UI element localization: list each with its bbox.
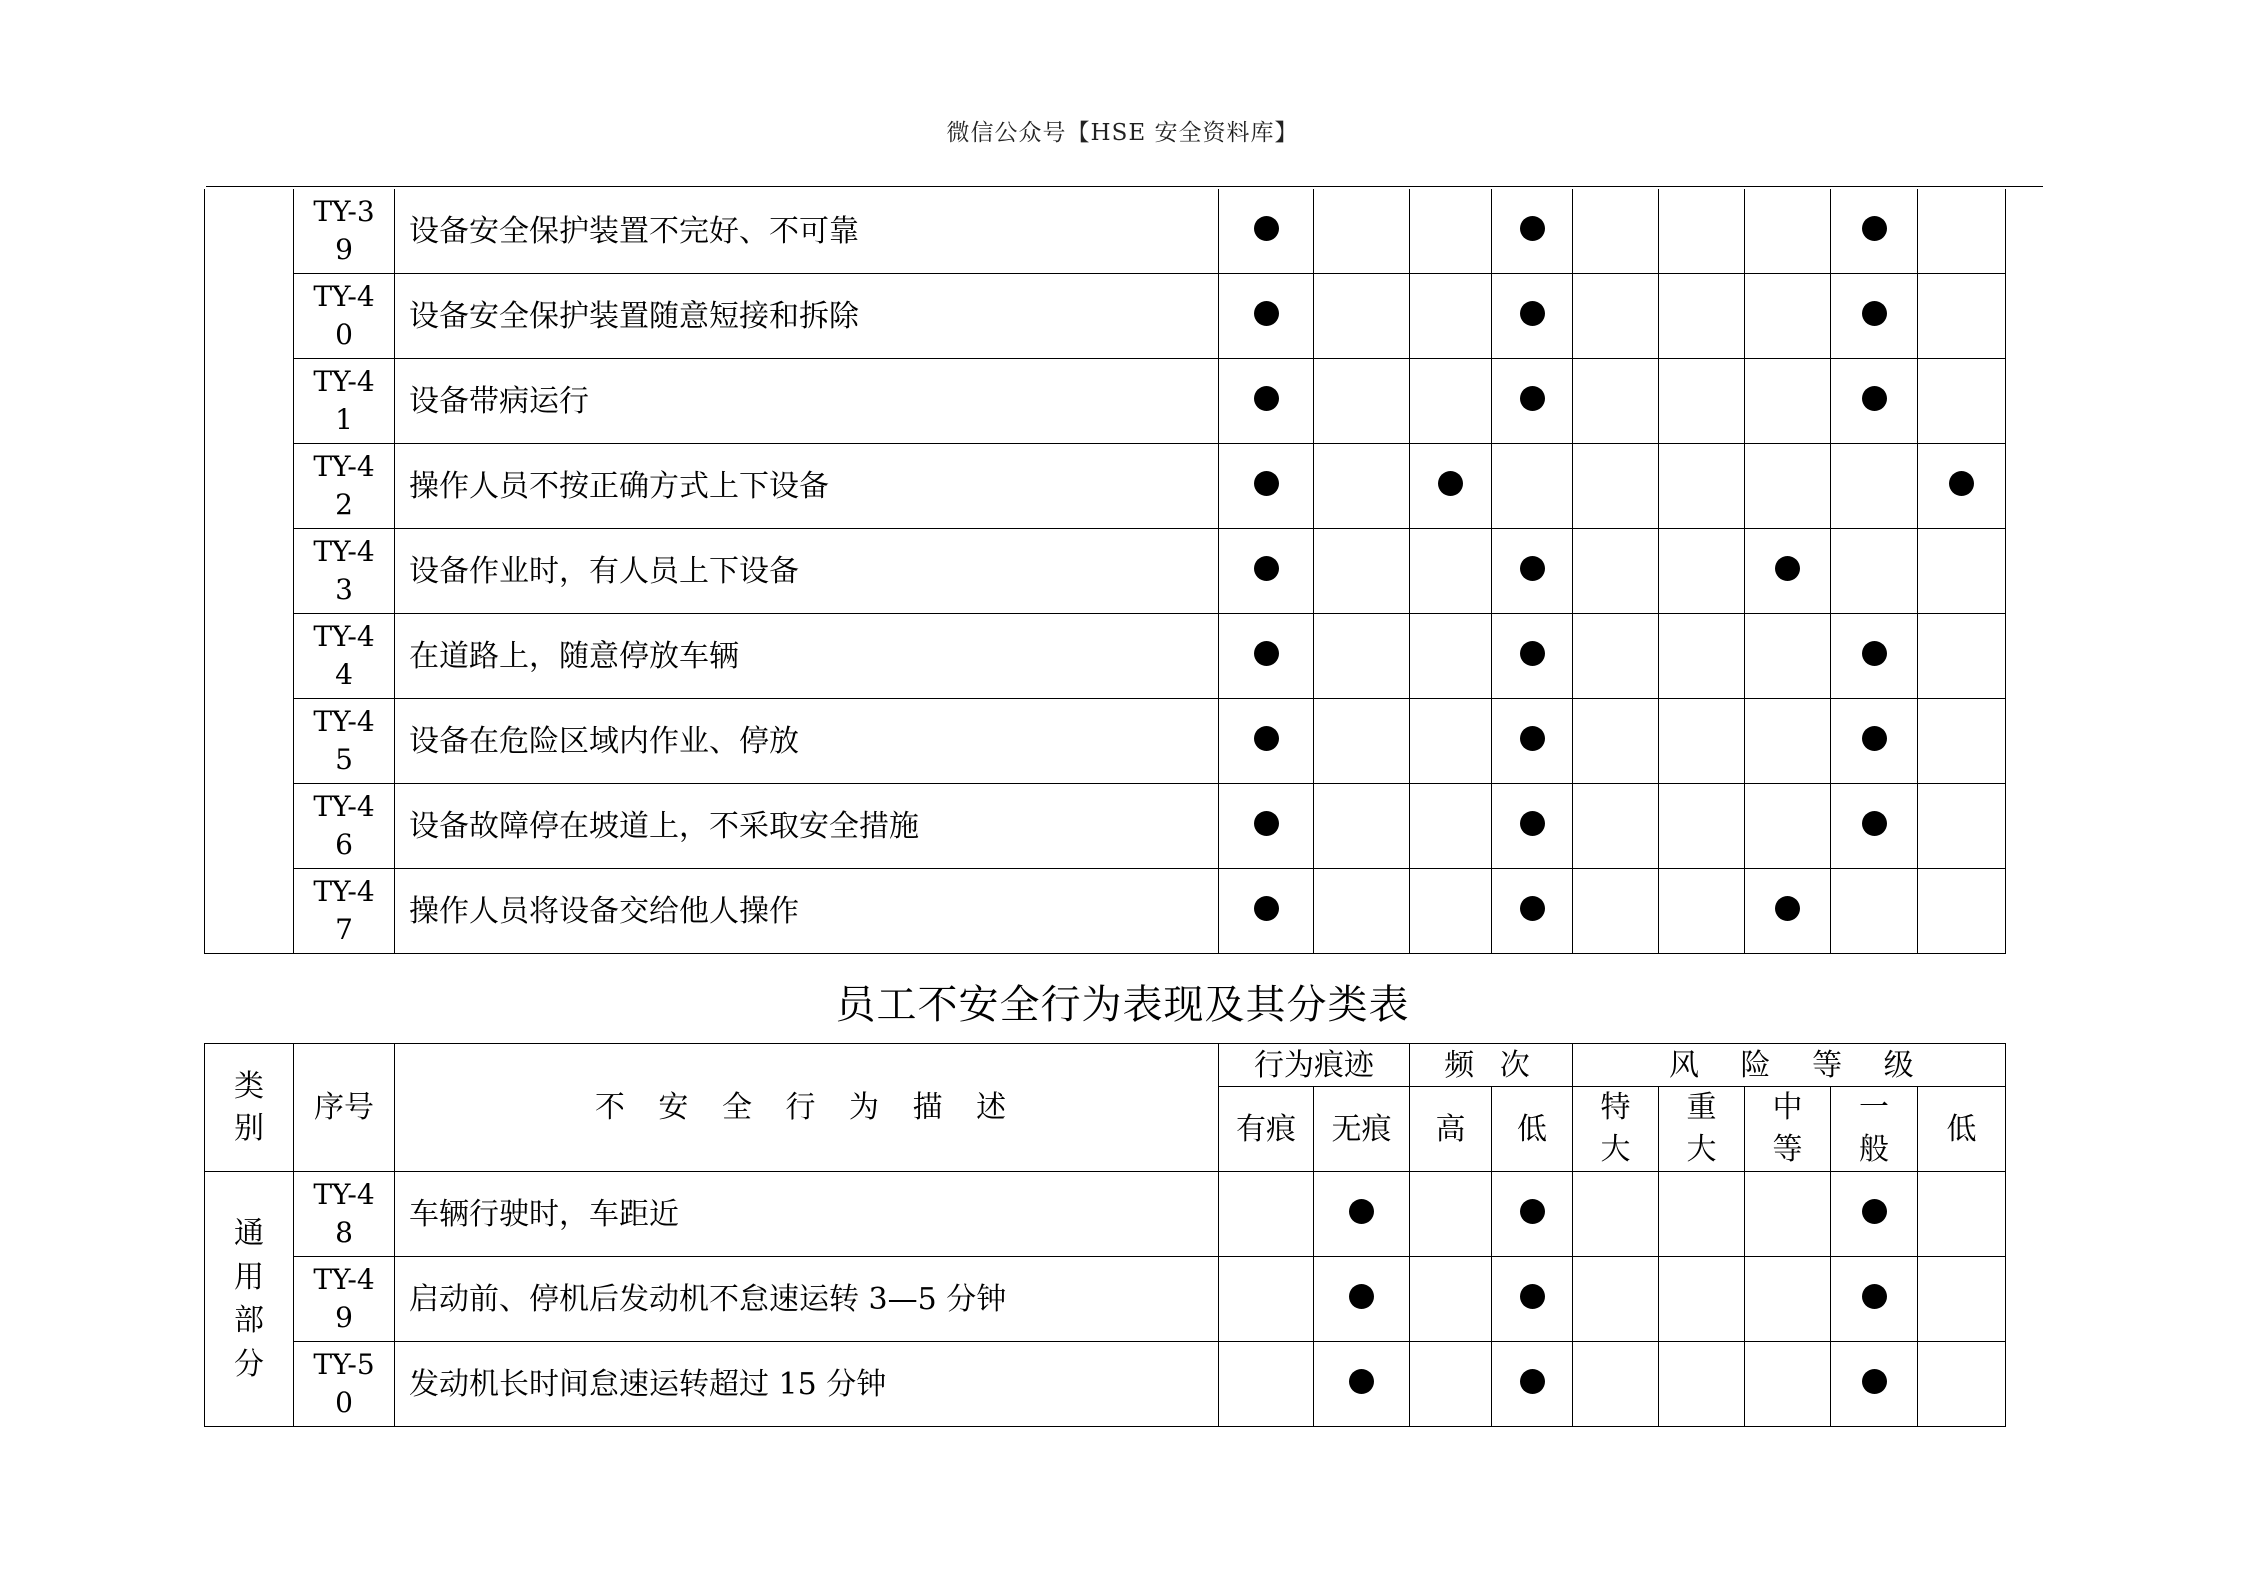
mark-cell-risk-major <box>1659 529 1745 614</box>
mark-cell-risk-extreme <box>1573 699 1659 784</box>
mark-cell-trace-has <box>1219 1342 1314 1427</box>
mark-dot <box>1862 386 1887 411</box>
mark-cell-trace-none <box>1314 529 1410 614</box>
row-code: TY-4 8 <box>294 1172 395 1257</box>
mark-cell-trace-has <box>1219 274 1314 359</box>
mark-cell-risk-major <box>1659 359 1745 444</box>
mark-dot <box>1520 1369 1545 1394</box>
mark-dot <box>1254 301 1279 326</box>
header-description: 不 安 全 行 为 描 述 <box>395 1044 1219 1172</box>
header-trace-group: 行为痕迹 <box>1219 1044 1410 1087</box>
mark-cell-freq-high <box>1410 444 1492 529</box>
mark-dot <box>1349 1369 1374 1394</box>
mark-dot <box>1254 556 1279 581</box>
mark-cell-risk-general <box>1831 359 1918 444</box>
mark-cell-trace-none <box>1314 1342 1410 1427</box>
mark-cell-risk-general <box>1831 869 1918 954</box>
header-risk-major: 重大 <box>1659 1087 1745 1172</box>
row-code: TY-4 4 <box>294 614 395 699</box>
header-risk-group: 风 险 等 级 <box>1573 1044 2006 1087</box>
mark-cell-risk-medium <box>1745 1172 1831 1257</box>
mark-cell-trace-none <box>1314 614 1410 699</box>
mark-cell-risk-low <box>1918 444 2006 529</box>
header-rule <box>206 186 2043 187</box>
mark-cell-freq-low <box>1492 699 1573 784</box>
mark-cell-risk-medium <box>1745 529 1831 614</box>
mark-cell-freq-low <box>1492 1172 1573 1257</box>
mark-cell-trace-none <box>1314 274 1410 359</box>
mark-cell-risk-major <box>1659 869 1745 954</box>
mark-cell-risk-medium <box>1745 1257 1831 1342</box>
mark-cell-risk-extreme <box>1573 274 1659 359</box>
row-description: 启动前、停机后发动机不怠速运转 3—5 分钟 <box>395 1257 1219 1342</box>
mark-cell-risk-extreme <box>1573 1342 1659 1427</box>
mark-cell-freq-high <box>1410 784 1492 869</box>
row-description: 设备安全保护装置随意短接和拆除 <box>395 274 1219 359</box>
header-freq-high: 高 <box>1410 1087 1492 1172</box>
mark-dot <box>1862 726 1887 751</box>
mark-cell-risk-major <box>1659 699 1745 784</box>
mark-cell-freq-low <box>1492 529 1573 614</box>
mark-dot <box>1254 216 1279 241</box>
mark-cell-risk-low <box>1918 359 2006 444</box>
mark-dot <box>1254 896 1279 921</box>
header-freq-group: 频 次 <box>1410 1044 1573 1087</box>
mark-cell-trace-has <box>1219 359 1314 444</box>
category-cell: 通 用 部 分 <box>205 1172 294 1427</box>
mark-cell-trace-none <box>1314 869 1410 954</box>
row-code: TY-4 6 <box>294 784 395 869</box>
table-row <box>205 1257 2006 1342</box>
mark-cell-risk-medium <box>1745 699 1831 784</box>
mark-cell-freq-low <box>1492 869 1573 954</box>
mark-dot <box>1775 556 1800 581</box>
mark-cell-risk-medium <box>1745 869 1831 954</box>
behavior-table-continued <box>204 189 2006 954</box>
mark-cell-risk-medium <box>1745 1342 1831 1427</box>
row-code: TY-5 0 <box>294 1342 395 1427</box>
mark-cell-risk-low <box>1918 869 2006 954</box>
mark-cell-trace-none <box>1314 359 1410 444</box>
mark-dot <box>1254 811 1279 836</box>
mark-cell-risk-medium <box>1745 189 1831 274</box>
mark-dot <box>1520 216 1545 241</box>
mark-cell-risk-extreme <box>1573 784 1659 869</box>
mark-cell-risk-major <box>1659 189 1745 274</box>
table-row <box>205 869 2006 954</box>
mark-dot <box>1862 1369 1887 1394</box>
mark-dot <box>1862 216 1887 241</box>
mark-cell-freq-low <box>1492 1257 1573 1342</box>
row-description: 设备安全保护装置不完好、不可靠 <box>395 189 1219 274</box>
header-risk-medium: 中等 <box>1745 1087 1831 1172</box>
mark-cell-freq-high <box>1410 529 1492 614</box>
mark-cell-risk-major <box>1659 444 1745 529</box>
mark-cell-freq-low <box>1492 784 1573 869</box>
mark-cell-trace-none <box>1314 444 1410 529</box>
mark-dot <box>1438 471 1463 496</box>
mark-cell-risk-medium <box>1745 444 1831 529</box>
mark-cell-freq-high <box>1410 1342 1492 1427</box>
mark-cell-risk-general <box>1831 274 1918 359</box>
mark-cell-freq-high <box>1410 1257 1492 1342</box>
mark-cell-risk-low <box>1918 1172 2006 1257</box>
mark-dot <box>1862 1199 1887 1224</box>
mark-cell-risk-general <box>1831 189 1918 274</box>
mark-cell-risk-general <box>1831 699 1918 784</box>
row-code: TY-4 2 <box>294 444 395 529</box>
mark-cell-risk-major <box>1659 274 1745 359</box>
table-row <box>205 444 2006 529</box>
mark-cell-risk-major <box>1659 1257 1745 1342</box>
header-trace-has: 有痕 <box>1219 1087 1314 1172</box>
header-risk-extreme: 特大 <box>1573 1087 1659 1172</box>
mark-dot <box>1520 726 1545 751</box>
mark-cell-trace-has <box>1219 699 1314 784</box>
row-description: 操作人员不按正确方式上下设备 <box>395 444 1219 529</box>
mark-cell-risk-extreme <box>1573 529 1659 614</box>
header-category: 类别 <box>205 1044 294 1172</box>
mark-cell-freq-low <box>1492 359 1573 444</box>
row-description: 设备在危险区域内作业、停放 <box>395 699 1219 784</box>
mark-cell-risk-low <box>1918 189 2006 274</box>
mark-cell-trace-has <box>1219 614 1314 699</box>
mark-dot <box>1520 641 1545 666</box>
mark-dot <box>1520 1284 1545 1309</box>
mark-cell-risk-medium <box>1745 274 1831 359</box>
mark-cell-risk-general <box>1831 529 1918 614</box>
mark-dot <box>1520 811 1545 836</box>
mark-cell-risk-extreme <box>1573 1172 1659 1257</box>
table-row <box>205 784 2006 869</box>
behavior-table <box>204 1043 2006 1427</box>
mark-cell-risk-medium <box>1745 359 1831 444</box>
mark-cell-freq-low <box>1492 1342 1573 1427</box>
table-row <box>205 1172 2006 1257</box>
mark-cell-risk-low <box>1918 614 2006 699</box>
header-freq-low: 低 <box>1492 1087 1573 1172</box>
header-risk-general: 一般 <box>1831 1087 1918 1172</box>
row-code: TY-4 5 <box>294 699 395 784</box>
row-code: TY-4 1 <box>294 359 395 444</box>
mark-dot <box>1254 726 1279 751</box>
table-row <box>205 614 2006 699</box>
mark-cell-risk-medium <box>1745 784 1831 869</box>
mark-dot <box>1862 641 1887 666</box>
mark-cell-risk-low <box>1918 529 2006 614</box>
mark-cell-risk-general <box>1831 784 1918 869</box>
mark-cell-risk-low <box>1918 1257 2006 1342</box>
mark-cell-risk-major <box>1659 1172 1745 1257</box>
mark-dot <box>1949 471 1974 496</box>
row-code: TY-4 0 <box>294 274 395 359</box>
page-header: 微信公众号【HSE 安全资料库】 <box>946 120 1299 146</box>
mark-cell-risk-major <box>1659 784 1745 869</box>
row-code: TY-4 3 <box>294 529 395 614</box>
mark-cell-risk-low <box>1918 1342 2006 1427</box>
mark-cell-freq-low <box>1492 444 1573 529</box>
mark-cell-risk-general <box>1831 614 1918 699</box>
mark-cell-freq-high <box>1410 189 1492 274</box>
mark-dot <box>1520 386 1545 411</box>
mark-cell-freq-high <box>1410 614 1492 699</box>
mark-cell-freq-high <box>1410 699 1492 784</box>
mark-cell-trace-has <box>1219 784 1314 869</box>
mark-cell-risk-general <box>1831 1257 1918 1342</box>
table-row <box>205 274 2006 359</box>
mark-cell-freq-low <box>1492 189 1573 274</box>
table-row <box>205 359 2006 444</box>
table-row <box>205 529 2006 614</box>
mark-dot <box>1349 1284 1374 1309</box>
mark-cell-risk-major <box>1659 614 1745 699</box>
header-index: 序号 <box>294 1044 395 1172</box>
mark-cell-risk-low <box>1918 699 2006 784</box>
mark-cell-risk-extreme <box>1573 444 1659 529</box>
mark-cell-trace-has <box>1219 869 1314 954</box>
mark-cell-risk-general <box>1831 444 1918 529</box>
mark-dot <box>1349 1199 1374 1224</box>
mark-cell-trace-has <box>1219 1257 1314 1342</box>
mark-cell-freq-high <box>1410 869 1492 954</box>
header-row-1 <box>205 1044 2006 1087</box>
mark-cell-trace-has <box>1219 529 1314 614</box>
mark-cell-risk-extreme <box>1573 1257 1659 1342</box>
mark-cell-risk-extreme <box>1573 189 1659 274</box>
row-description: 在道路上，随意停放车辆 <box>395 614 1219 699</box>
row-code: TY-4 7 <box>294 869 395 954</box>
mark-cell-trace-none <box>1314 1172 1410 1257</box>
row-code: TY-3 9 <box>294 189 395 274</box>
mark-cell-risk-major <box>1659 1342 1745 1427</box>
row-description: 发动机长时间怠速运转超过 15 分钟 <box>395 1342 1219 1427</box>
document-title: 员工不安全行为表现及其分类表 <box>835 982 1410 1028</box>
mark-dot <box>1862 811 1887 836</box>
row-description: 车辆行驶时，车距近 <box>395 1172 1219 1257</box>
row-code: TY-4 9 <box>294 1257 395 1342</box>
mark-cell-trace-none <box>1314 189 1410 274</box>
mark-cell-trace-none <box>1314 1257 1410 1342</box>
mark-cell-freq-low <box>1492 274 1573 359</box>
mark-dot <box>1862 1284 1887 1309</box>
mark-dot <box>1520 301 1545 326</box>
mark-cell-risk-low <box>1918 784 2006 869</box>
mark-cell-trace-none <box>1314 784 1410 869</box>
row-description: 操作人员将设备交给他人操作 <box>395 869 1219 954</box>
category-cell <box>205 189 294 954</box>
mark-cell-risk-general <box>1831 1172 1918 1257</box>
mark-cell-risk-general <box>1831 1342 1918 1427</box>
mark-dot <box>1254 641 1279 666</box>
table-row <box>205 1342 2006 1427</box>
mark-cell-freq-high <box>1410 1172 1492 1257</box>
mark-cell-trace-has <box>1219 444 1314 529</box>
mark-dot <box>1520 1199 1545 1224</box>
mark-dot <box>1775 896 1800 921</box>
mark-cell-risk-extreme <box>1573 869 1659 954</box>
mark-dot <box>1520 556 1545 581</box>
table-row <box>205 699 2006 784</box>
mark-cell-trace-has <box>1219 1172 1314 1257</box>
header-risk-low: 低 <box>1918 1087 2006 1172</box>
row-description: 设备故障停在坡道上，不采取安全措施 <box>395 784 1219 869</box>
table-row <box>205 189 2006 274</box>
header-trace-none: 无痕 <box>1314 1087 1410 1172</box>
mark-cell-risk-medium <box>1745 614 1831 699</box>
mark-cell-freq-high <box>1410 359 1492 444</box>
mark-cell-risk-extreme <box>1573 614 1659 699</box>
mark-cell-trace-none <box>1314 699 1410 784</box>
mark-cell-freq-high <box>1410 274 1492 359</box>
mark-dot <box>1254 471 1279 496</box>
mark-cell-risk-extreme <box>1573 359 1659 444</box>
mark-dot <box>1520 896 1545 921</box>
mark-cell-freq-low <box>1492 614 1573 699</box>
mark-dot <box>1254 386 1279 411</box>
mark-cell-risk-low <box>1918 274 2006 359</box>
row-description: 设备带病运行 <box>395 359 1219 444</box>
mark-cell-trace-has <box>1219 189 1314 274</box>
mark-dot <box>1862 301 1887 326</box>
row-description: 设备作业时，有人员上下设备 <box>395 529 1219 614</box>
